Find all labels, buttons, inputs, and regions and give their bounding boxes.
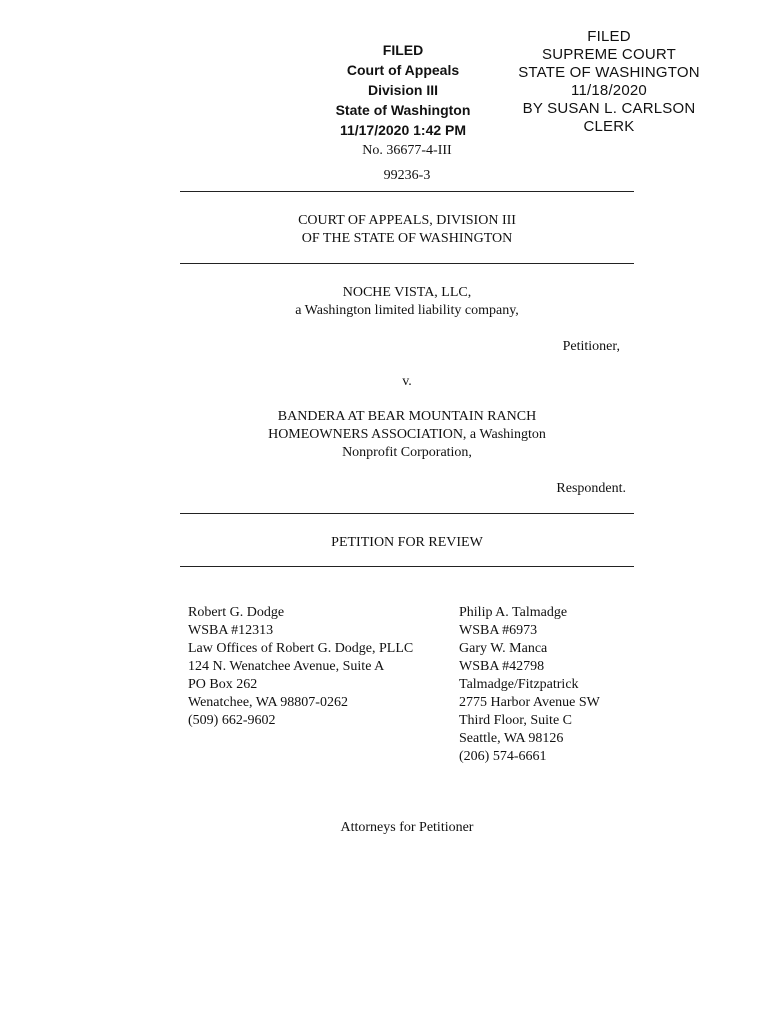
respondent-line: BANDERA AT BEAR MOUNTAIN RANCH xyxy=(277,409,537,424)
attorney-line: WSBA #42798 xyxy=(459,659,545,674)
respondent-role: Respondent. xyxy=(556,481,626,496)
attorney-line: Wenatchee, WA 98807-0262 xyxy=(188,695,348,710)
respondent-line: Nonprofit Corporation, xyxy=(342,445,472,460)
stamp-line: 11/18/2020 xyxy=(571,82,647,99)
stamp-line: STATE OF WASHINGTON xyxy=(518,64,700,81)
stamp-line: FILED xyxy=(382,42,424,58)
attorney-line: Seattle, WA 98126 xyxy=(459,731,564,746)
attorney-block-left xyxy=(188,604,448,730)
court-of-appeals-filing-stamp xyxy=(318,40,488,140)
divider xyxy=(180,566,634,567)
attorney-line: Philip A. Talmadge xyxy=(459,605,568,620)
attorney-line: Robert G. Dodge xyxy=(188,605,285,620)
attorney-line: WSBA #6973 xyxy=(459,623,538,638)
court-heading-line: OF THE STATE OF WASHINGTON xyxy=(301,231,513,246)
attorney-block-right xyxy=(459,604,679,766)
petitioner-party xyxy=(180,284,634,320)
attorney-line: Law Offices of Robert G. Dodge, PLLC xyxy=(188,641,414,656)
attorneys-caption: Attorneys for Petitioner xyxy=(340,820,474,835)
stamp-line: State of Washington xyxy=(335,102,471,118)
stamp-line: Court of Appeals xyxy=(346,62,460,78)
attorney-line: 2775 Harbor Avenue SW xyxy=(459,695,600,710)
attorney-line: Talmadge/Fitzpatrick xyxy=(459,677,579,692)
attorney-line: Third Floor, Suite C xyxy=(459,713,572,728)
attorney-line: WSBA #12313 xyxy=(188,623,274,638)
document-title: PETITION FOR REVIEW xyxy=(331,535,483,550)
petitioner-name: NOCHE VISTA, LLC, xyxy=(342,285,472,300)
attorney-line: (509) 662-9602 xyxy=(188,713,276,728)
stamp-line: Division III xyxy=(367,82,438,98)
stamp-line: CLERK xyxy=(583,118,635,135)
court-heading-line: COURT OF APPEALS, DIVISION III xyxy=(298,213,516,228)
attorney-line: (206) 574-6661 xyxy=(459,749,547,764)
attorney-line: Gary W. Manca xyxy=(459,641,548,656)
supreme-court-filing-stamp xyxy=(512,28,706,136)
stamp-line: BY SUSAN L. CARLSON xyxy=(522,100,696,117)
stamp-line: 11/17/2020 1:42 PM xyxy=(339,122,467,138)
versus: v. xyxy=(402,374,412,389)
petitioner-role: Petitioner, xyxy=(562,339,620,354)
attorney-line: PO Box 262 xyxy=(188,677,258,692)
supreme-case-number: 99236-3 xyxy=(383,168,431,183)
divider xyxy=(180,263,634,264)
respondent-party xyxy=(180,408,634,462)
stamp-line: FILED xyxy=(587,28,631,45)
divider xyxy=(180,513,634,514)
case-number: No. 36677-4-III xyxy=(362,143,452,158)
petitioner-description: a Washington limited liability company, xyxy=(295,303,519,318)
divider xyxy=(180,191,634,192)
attorney-line: 124 N. Wenatchee Avenue, Suite A xyxy=(188,659,385,674)
respondent-line: HOMEOWNERS ASSOCIATION, a Washington xyxy=(268,427,546,442)
stamp-line: SUPREME COURT xyxy=(541,46,676,63)
court-heading xyxy=(180,212,634,248)
